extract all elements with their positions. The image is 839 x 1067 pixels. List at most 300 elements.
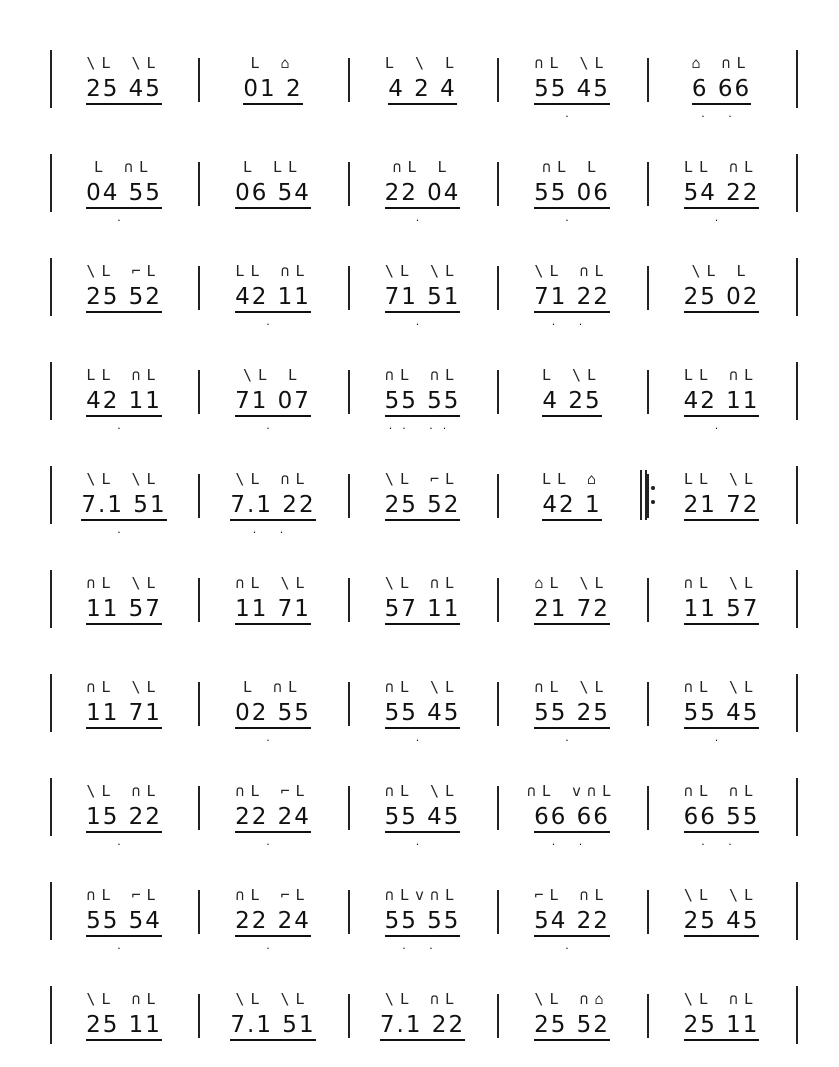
octave-dots: . (415, 731, 430, 744)
measure (657, 856, 786, 960)
measure (507, 752, 637, 856)
note-digits: 42 1 (542, 492, 601, 521)
barline (647, 994, 649, 1038)
barline (198, 58, 200, 102)
note-digits: 25 52 (86, 284, 162, 313)
technique-marks: L LL (242, 158, 304, 176)
technique-marks: ∩L v∩L (526, 782, 618, 800)
measure (60, 336, 188, 440)
note-group (507, 856, 637, 960)
note-group (208, 752, 338, 856)
technique-marks: ∩L ⌐L (235, 886, 311, 904)
technique-marks: \L L (242, 366, 304, 384)
note-digits: 7.1 51 (81, 492, 166, 521)
notes (60, 804, 188, 830)
octave-dots: .. .. (388, 419, 457, 432)
note-digits: 71 22 (534, 284, 610, 313)
technique-marks: ∩L \L (86, 574, 162, 592)
barline (348, 162, 350, 206)
measure (507, 856, 637, 960)
technique-marks: ∩L \L (683, 678, 760, 696)
note-group (358, 232, 487, 336)
barline (50, 466, 52, 524)
octave-dots: . (565, 731, 579, 744)
score-row (0, 24, 839, 128)
octave-dots: . (714, 419, 729, 432)
barline (198, 474, 200, 518)
note-group (358, 648, 487, 752)
notes (60, 180, 188, 206)
octave-dots: . (714, 731, 729, 744)
technique-marks: ∩L \L (384, 678, 461, 696)
measure (208, 232, 338, 336)
measure (60, 232, 188, 336)
measure (507, 232, 637, 336)
measure (208, 24, 338, 128)
measure (208, 336, 338, 440)
barline (348, 474, 350, 518)
octave-dots: . . (402, 939, 443, 952)
notes (507, 1012, 637, 1038)
barline (796, 882, 798, 940)
measure (358, 232, 487, 336)
note-digits: 55 55 (385, 908, 461, 937)
measure (657, 544, 786, 648)
technique-marks: LL ∩L (86, 366, 162, 384)
barline (497, 890, 499, 934)
note-digits: 11 57 (684, 596, 760, 625)
note-digits: 55 06 (534, 180, 610, 209)
note-digits: 57 11 (385, 596, 461, 625)
note-group (507, 752, 637, 856)
technique-marks: ⌂L \L (534, 574, 610, 592)
notes (60, 908, 188, 934)
barline (796, 362, 798, 420)
repeat-sign (640, 470, 656, 520)
notes (358, 596, 487, 622)
barline (198, 994, 200, 1038)
barline (198, 786, 200, 830)
technique-marks: \L ∩L (534, 262, 610, 280)
barline (647, 162, 649, 206)
barline (50, 570, 52, 628)
note-digits: 11 71 (235, 596, 311, 625)
notes (208, 76, 338, 102)
note-digits: 54 22 (534, 908, 610, 937)
note-group (657, 24, 786, 128)
notes (507, 804, 637, 830)
note-digits: 4 2 4 (388, 76, 457, 105)
score-row (0, 128, 839, 232)
note-group (208, 128, 338, 232)
measure (358, 336, 487, 440)
note-digits: 54 22 (684, 180, 760, 209)
measure (358, 856, 487, 960)
technique-marks: \L ∩L (384, 574, 461, 592)
note-group (60, 336, 188, 440)
notes (657, 1012, 786, 1038)
note-digits: 25 52 (534, 1012, 610, 1041)
note-digits: 04 55 (86, 180, 162, 209)
technique-marks: \L \L (235, 990, 311, 1008)
octave-dots: . (415, 211, 430, 224)
barline (50, 778, 52, 836)
octave-dots: . (415, 835, 430, 848)
octave-dots: . (565, 107, 579, 120)
technique-marks: ∩L \L (235, 574, 311, 592)
measure (208, 856, 338, 960)
note-digits: 55 25 (534, 700, 610, 729)
note-digits: 21 72 (684, 492, 760, 521)
barline (647, 786, 649, 830)
barline (50, 154, 52, 212)
technique-marks: \L ∩⌂ (534, 990, 610, 1008)
note-digits: 25 02 (684, 284, 760, 313)
note-digits: 71 51 (385, 284, 461, 313)
note-group (208, 440, 338, 544)
technique-marks: \L \L (86, 470, 162, 488)
technique-marks: ∩L ⌐L (86, 886, 162, 904)
note-group (507, 232, 637, 336)
note-digits: 21 72 (534, 596, 610, 625)
octave-dots: . . (551, 835, 593, 848)
octave-dots: . (266, 939, 280, 952)
barline (348, 370, 350, 414)
octave-dots: . (714, 211, 729, 224)
notes (208, 908, 338, 934)
note-digits: 22 24 (235, 908, 311, 937)
note-group (657, 128, 786, 232)
measure (60, 24, 188, 128)
barline (497, 578, 499, 622)
note-group (507, 960, 637, 1064)
notes (358, 1012, 487, 1038)
notes (208, 700, 338, 726)
technique-marks: ∩L L (392, 158, 453, 176)
barline (348, 578, 350, 622)
notes (208, 180, 338, 206)
notes (507, 596, 637, 622)
octave-dots: . . (252, 523, 294, 536)
measure (657, 440, 786, 544)
notes (358, 804, 487, 830)
measure (507, 648, 637, 752)
note-group (60, 128, 188, 232)
technique-marks: ∩L ⌐L (235, 782, 311, 800)
notes (657, 180, 786, 206)
measure (358, 24, 487, 128)
octave-dots: . (565, 939, 579, 952)
notes (657, 804, 786, 830)
technique-marks: \L ⌐L (384, 470, 461, 488)
technique-marks: LL ∩L (235, 262, 311, 280)
technique-marks: ⌂ ∩L (691, 54, 752, 72)
note-group (507, 648, 637, 752)
note-digits: 06 54 (235, 180, 311, 209)
barline (497, 370, 499, 414)
technique-marks: ∩L L (541, 158, 603, 176)
note-digits: 15 22 (86, 804, 162, 833)
technique-marks: ∩L ∩L (384, 366, 461, 384)
note-digits: 4 25 (542, 388, 601, 417)
measure (657, 128, 786, 232)
measure (657, 648, 786, 752)
barline (50, 362, 52, 420)
notes (507, 908, 637, 934)
measure (208, 128, 338, 232)
score-row (0, 856, 839, 960)
note-group (358, 856, 487, 960)
note-digits: 25 11 (684, 1012, 760, 1041)
measure (208, 648, 338, 752)
note-group (60, 24, 188, 128)
score-row (0, 544, 839, 648)
technique-marks: L ∩L (93, 158, 155, 176)
note-group (60, 752, 188, 856)
measure (358, 752, 487, 856)
notes (208, 492, 338, 518)
notes (358, 492, 487, 518)
note-group (507, 544, 637, 648)
barline (198, 162, 200, 206)
barline (198, 578, 200, 622)
barline (796, 986, 798, 1044)
notes (208, 1012, 338, 1038)
technique-marks: LL ∩L (683, 366, 760, 384)
note-group (208, 336, 338, 440)
note-digits: 42 11 (684, 388, 760, 417)
barline (50, 50, 52, 108)
octave-dots: . (266, 419, 280, 432)
notes (60, 1012, 188, 1038)
barline (647, 578, 649, 622)
barline (796, 50, 798, 108)
note-digits: 25 11 (86, 1012, 162, 1041)
technique-marks: \L ∩L (683, 990, 760, 1008)
note-digits: 55 45 (385, 804, 461, 833)
octave-dots: . (266, 731, 280, 744)
notes (358, 76, 487, 102)
note-digits: 6 66 (692, 76, 751, 105)
barline (796, 154, 798, 212)
octave-dots: . . (701, 835, 742, 848)
technique-marks: \L ∩L (235, 470, 311, 488)
measure (60, 856, 188, 960)
technique-marks: ∩L \L (384, 782, 461, 800)
note-group (60, 232, 188, 336)
notes (507, 492, 637, 518)
barline (647, 682, 649, 726)
technique-marks: \L ∩L (86, 782, 162, 800)
note-digits: 22 24 (235, 804, 311, 833)
measure (60, 544, 188, 648)
note-group (358, 336, 487, 440)
technique-marks: L \ L (384, 54, 461, 72)
technique-marks: L ⌂ (250, 54, 296, 72)
barline (647, 370, 649, 414)
barline (348, 682, 350, 726)
measure (657, 336, 786, 440)
note-digits: 42 11 (86, 388, 162, 417)
notes (208, 804, 338, 830)
note-digits: 55 55 (385, 388, 461, 417)
measure (358, 544, 487, 648)
note-group (657, 648, 786, 752)
barline (796, 258, 798, 316)
technique-marks: LL \L (683, 470, 760, 488)
note-digits: 7.1 22 (230, 492, 315, 521)
note-digits: 25 45 (86, 76, 162, 105)
note-group (657, 544, 786, 648)
barline (796, 778, 798, 836)
notes (507, 388, 637, 414)
barline (50, 986, 52, 1044)
technique-marks: L ∩L (242, 678, 304, 696)
score-row (0, 336, 839, 440)
technique-marks: \L \L (384, 262, 461, 280)
note-digits: 25 52 (385, 492, 461, 521)
note-group (60, 544, 188, 648)
barline (796, 570, 798, 628)
notes (60, 388, 188, 414)
notes (358, 180, 487, 206)
measure (208, 960, 338, 1064)
technique-marks: L \L (541, 366, 603, 384)
note-group (657, 960, 786, 1064)
notes (507, 76, 637, 102)
technique-marks: ∩L \L (683, 574, 760, 592)
note-group (358, 128, 487, 232)
octave-dots: . . (701, 107, 742, 120)
note-digits: 55 54 (86, 908, 162, 937)
note-group (657, 232, 786, 336)
measure (60, 440, 188, 544)
barline (497, 162, 499, 206)
measure (507, 24, 637, 128)
note-digits: 66 55 (684, 804, 760, 833)
technique-marks: \L L (691, 262, 752, 280)
barline (348, 266, 350, 310)
barline (50, 674, 52, 732)
barline (796, 466, 798, 524)
notes (657, 492, 786, 518)
note-group (358, 440, 487, 544)
barline (497, 994, 499, 1038)
barline (647, 266, 649, 310)
measure (657, 24, 786, 128)
measure (657, 232, 786, 336)
notes (60, 492, 188, 518)
barline (198, 682, 200, 726)
note-group (507, 336, 637, 440)
note-digits: 55 45 (385, 700, 461, 729)
measure (358, 960, 487, 1064)
barline (647, 58, 649, 102)
technique-marks: \L ∩L (384, 990, 461, 1008)
barline (497, 786, 499, 830)
note-digits: 02 55 (235, 700, 311, 729)
note-group (208, 960, 338, 1064)
octave-dots: . (117, 211, 131, 224)
barline (647, 890, 649, 934)
barline (497, 266, 499, 310)
score-row (0, 752, 839, 856)
measure (208, 544, 338, 648)
note-group (208, 232, 338, 336)
notes (60, 76, 188, 102)
score-row (0, 440, 839, 544)
measure (358, 648, 487, 752)
note-group (208, 544, 338, 648)
barline (348, 890, 350, 934)
notes (657, 596, 786, 622)
note-digits: 55 45 (684, 700, 760, 729)
notes (657, 908, 786, 934)
technique-marks: ⌐L ∩L (534, 886, 610, 904)
note-group (507, 24, 637, 128)
measure (358, 440, 487, 544)
octave-dots: . (565, 211, 579, 224)
note-group (208, 856, 338, 960)
notes (60, 284, 188, 310)
measure (60, 960, 188, 1064)
technique-marks: ∩L \L (534, 54, 610, 72)
notes (507, 180, 637, 206)
note-group (507, 440, 637, 544)
notes (657, 388, 786, 414)
score-row (0, 232, 839, 336)
note-group (60, 856, 188, 960)
measure (507, 336, 637, 440)
note-group (358, 752, 487, 856)
technique-marks: \L \L (683, 886, 760, 904)
measure (507, 960, 637, 1064)
measure (657, 752, 786, 856)
note-group (60, 648, 188, 752)
octave-dots: . . (551, 315, 593, 328)
note-group (60, 960, 188, 1064)
measure (507, 440, 637, 544)
notes (208, 284, 338, 310)
barline (348, 58, 350, 102)
note-group (358, 24, 487, 128)
barline (198, 266, 200, 310)
technique-marks: \L ∩L (86, 990, 162, 1008)
barline (50, 258, 52, 316)
barline (50, 882, 52, 940)
note-digits: 11 71 (86, 700, 162, 729)
note-group (657, 440, 786, 544)
notes (657, 284, 786, 310)
note-digits: 71 07 (235, 388, 311, 417)
note-group (358, 960, 487, 1064)
measure (507, 544, 637, 648)
barline (198, 890, 200, 934)
measure (60, 648, 188, 752)
notes (358, 908, 487, 934)
octave-dots: . (117, 523, 131, 536)
note-group (507, 128, 637, 232)
notes (60, 700, 188, 726)
octave-dots: . (117, 939, 131, 952)
notes (657, 700, 786, 726)
note-digits: 7.1 22 (380, 1012, 465, 1041)
octave-dots: . (117, 419, 131, 432)
technique-marks: \L \L (86, 54, 162, 72)
notes (657, 76, 786, 102)
technique-marks: ∩Lv∩L (384, 886, 461, 904)
note-group (657, 336, 786, 440)
